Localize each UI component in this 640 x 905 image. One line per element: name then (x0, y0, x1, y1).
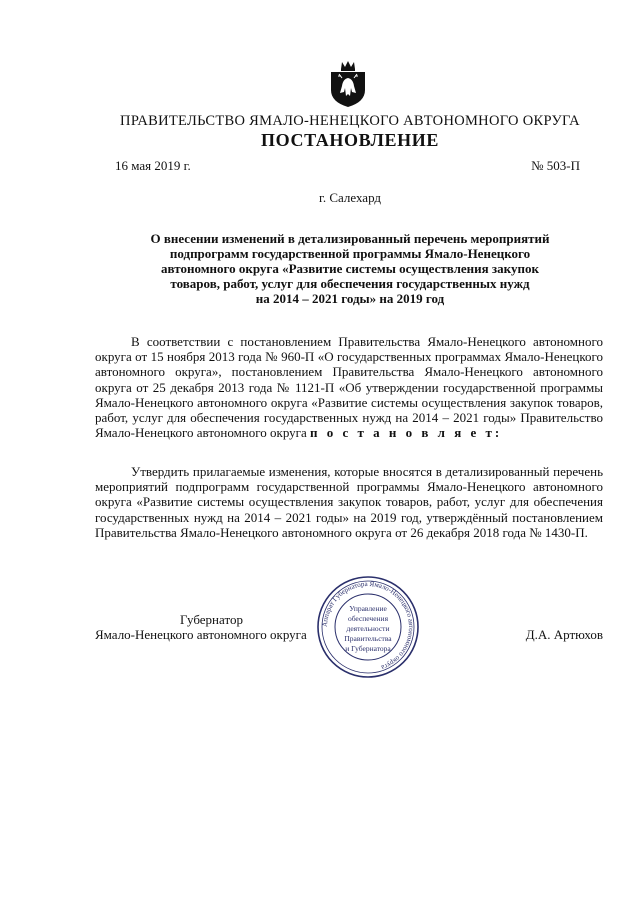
signatory-title: Губернатор (180, 612, 243, 627)
stamp-line: и Губернатора (345, 644, 391, 653)
signatory-name: Д.А. Артюхов (525, 627, 603, 642)
paragraph-text: Утвердить прилагаемые изменения, которые вносятся в детализированный перечень мероприятий подпрограмм государственной программы Ямало-Ненецкого автономного округа «Развитие системы осуществления закупок товаров, работ, услуг для обеспечения государственных нужд на 2014 – 2021 годы» на 2019 год, утверждённый постановлением Правительства Ямало-Ненецкого автономного округа от 26 декабря 2018 года № 1430-П. (95, 464, 603, 540)
coat-of-arms-icon (328, 60, 368, 108)
title-line: на 2014 – 2021 годы» на 2019 год (255, 291, 445, 306)
paragraph-text: В соответствии с постановлением Правительства Ямало-Ненецкого автономного округа от 15 ноября 2013 года № 960-П «О государственных программах Ямало-Ненецкого автономного округа», постановлением Правительства Ямало-Ненецкого автономного округа от 25 декабря 2013 года № 1121-П «Об утверждении государственной программы Ямало-Ненецкого автономного округа «Развитие системы осуществления закупок товаров, работ, услуг для обеспечения государственных нужд на 2014 – 2021 годы» Правительство Ямало-Ненецкого автономного округа (95, 334, 603, 441)
stamp-line: обеспечения (347, 614, 389, 623)
document-city: г. Салехард (318, 190, 382, 205)
stamp-ring-text: Аппарат Губернатора Ямало-Ненецкого автономного округа (320, 579, 416, 672)
document-date: 16 мая 2019 г. (115, 158, 191, 173)
stamp-line: Правительства (344, 634, 392, 643)
title-line: подпрограмм государственной программы Ямало-Ненецкого (169, 246, 531, 261)
body-paragraph-2 (95, 464, 603, 540)
title-line: товаров, работ, услуг для обеспечения государственных нужд (170, 276, 530, 291)
title-line: автономного округа «Развитие системы осуществления закупок (161, 261, 539, 276)
body-paragraph-1 (95, 334, 603, 440)
signatory-organization: Ямало-Ненецкого автономного округа (95, 627, 307, 642)
document-type: ПОСТАНОВЛЕНИЕ (261, 130, 439, 150)
stamp-line: деятельности (346, 624, 390, 633)
organization-name: ПРАВИТЕЛЬСТВО ЯМАЛО-НЕНЕЦКОГО АВТОНОМНОГО ОКРУГА (120, 113, 580, 129)
document-number: № 503-П (531, 158, 580, 173)
stamp-line: Управление (349, 604, 387, 613)
title-line: О внесении изменений в детализированный перечень мероприятий (150, 231, 550, 246)
document-title (105, 231, 595, 306)
official-stamp-icon (316, 575, 420, 679)
decree-word: п о с т а н о в л я е т: (310, 425, 503, 441)
